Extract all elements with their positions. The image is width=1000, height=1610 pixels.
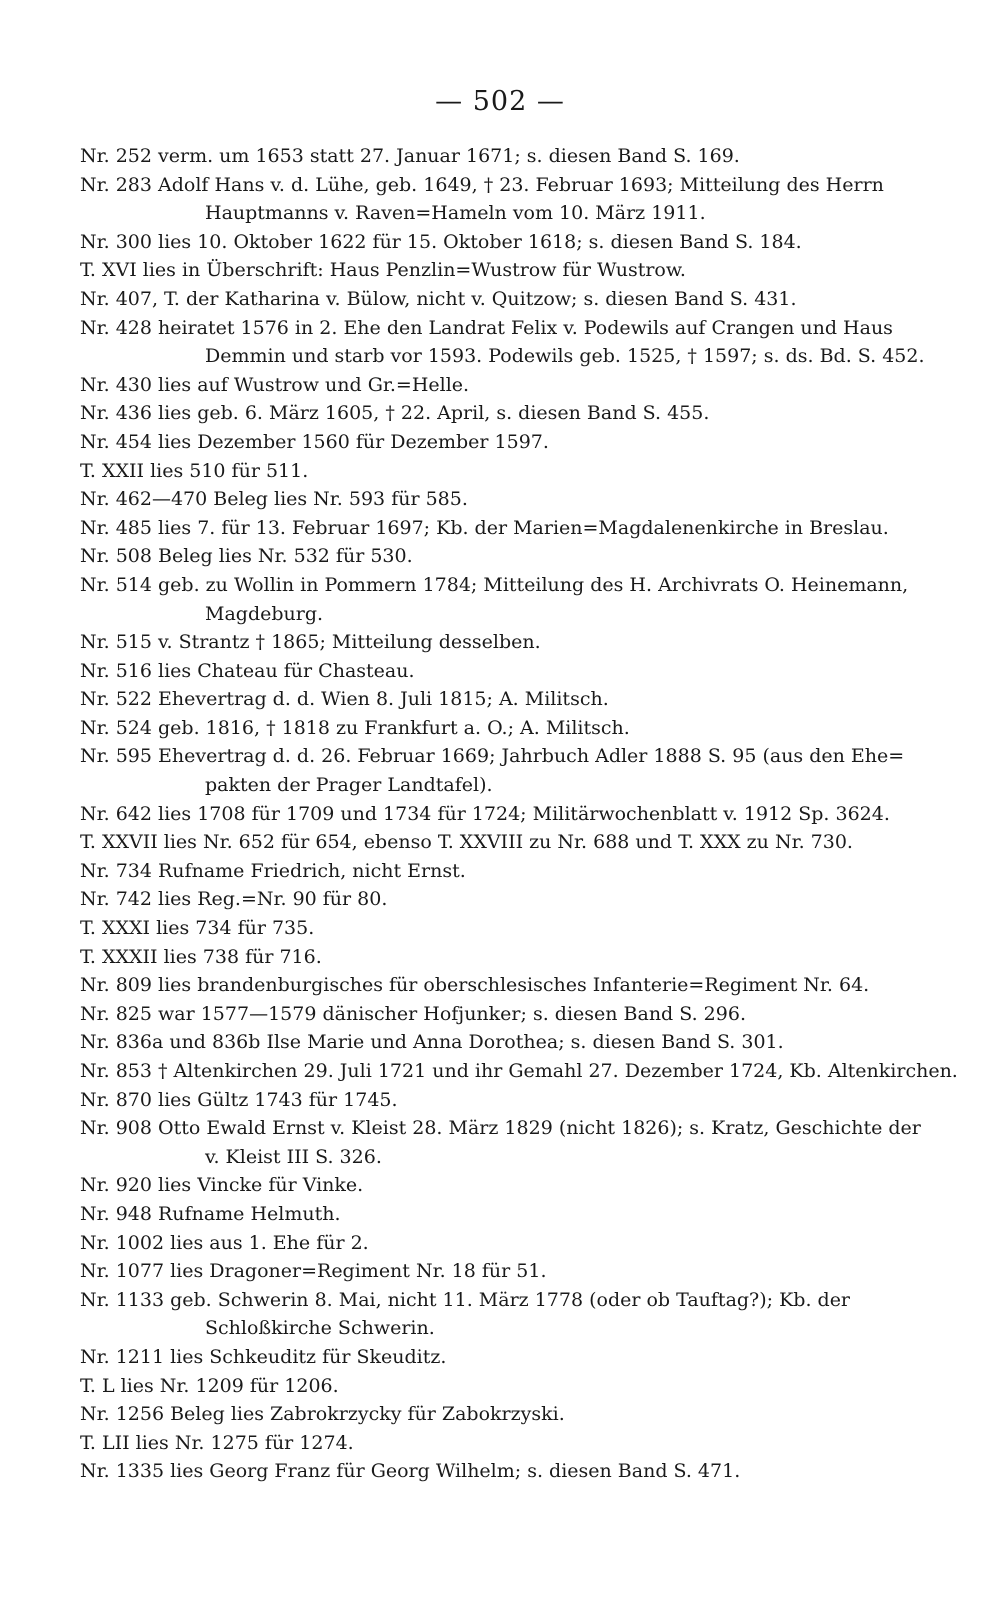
- errata-entry: [80, 885, 940, 914]
- errata-entry: [80, 571, 940, 628]
- entry-line: Nr. 252 verm. um 1653 statt 27. Januar 1671; s. diesen Band S. 169.: [80, 145, 740, 167]
- errata-entry: [80, 857, 940, 886]
- errata-entry: [80, 1057, 958, 1086]
- entry-line: Nr. 508 Beleg lies Nr. 532 für 530.: [80, 545, 413, 568]
- entry-line: Nr. 514 geb. zu Wollin in Pommern 1784; Mitteilung des H. Archivrats O. Heinemann,: [80, 573, 909, 596]
- entry-line: Nr. 734 Rufname Friedrich, nicht Ernst.: [80, 859, 466, 882]
- errata-entry: [80, 714, 940, 743]
- errata-entry: [80, 256, 940, 285]
- entry-line: T. XVI lies in Überschrift: Haus Penzlin=Wustrow für Wustrow.: [80, 259, 686, 282]
- entry-line: Nr. 1335 lies Georg Franz für Georg Wilhelm; s. diesen Band S. 471.: [80, 1460, 741, 1483]
- entry-line: Nr. 485 lies 7. für 13. Februar 1697; Kb. der Marien=Magdalenenkirche in Breslau.: [80, 516, 889, 539]
- entry-line: T. XXII lies 510 für 511.: [80, 459, 309, 482]
- entry-continuation-line: Demmin und starb vor 1593. Podewils geb. 1525, † 1597; s. ds. Bd. S. 452.: [205, 345, 925, 368]
- entry-line: Nr. 436 lies geb. 6. März 1605, † 22. April, s. diesen Band S. 455.: [80, 402, 710, 425]
- entry-line: Nr. 642 lies 1708 für 1709 und 1734 für 1724; Militärwochenblatt v. 1912 Sp. 3624.: [80, 802, 890, 825]
- entry-continuation-line: pakten der Prager Landtafel).: [205, 774, 493, 797]
- entry-line: Nr. 428 heiratet 1576 in 2. Ehe den Landrat Felix v. Podewils auf Crangen und Haus: [80, 316, 893, 339]
- errata-entry: [80, 457, 940, 486]
- entry-line: Nr. 742 lies Reg.=Nr. 90 für 80.: [80, 888, 388, 911]
- errata-entry: [80, 1229, 940, 1258]
- entry-line: Nr. 948 Rufname Helmuth.: [80, 1202, 341, 1225]
- entry-line: Nr. 836a und 836b Ilse Marie und Anna Dorothea; s. diesen Band S. 301.: [80, 1031, 784, 1054]
- page-number: — 502 —: [435, 86, 565, 117]
- errata-entry: [80, 428, 940, 457]
- errata-entry: [80, 1086, 940, 1115]
- errata-entry: [80, 943, 940, 972]
- errata-entry: [80, 1028, 940, 1057]
- entry-line: T. LII lies Nr. 1275 für 1274.: [80, 1431, 354, 1454]
- errata-entry: [80, 1343, 940, 1372]
- entry-continuation-line: Schloßkirche Schwerin.: [205, 1317, 435, 1340]
- entry-continuation-line: v. Kleist III S. 326.: [205, 1145, 382, 1168]
- errata-entry: [80, 485, 940, 514]
- entry-line: Nr. 853 † Altenkirchen 29. Juli 1721 und ihr Gemahl 27. Dezember 1724, Kb. Altenkirchen.: [80, 1060, 958, 1082]
- entry-line: Nr. 908 Otto Ewald Ernst v. Kleist 28. März 1829 (nicht 1826); s. Kratz, Geschichte der: [80, 1117, 921, 1140]
- entry-line: Nr. 454 lies Dezember 1560 für Dezember 1597.: [80, 430, 549, 453]
- entry-line: Nr. 920 lies Vincke für Vinke.: [80, 1174, 364, 1197]
- errata-entry: [80, 971, 940, 1000]
- entry-line: Nr. 1002 lies aus 1. Ehe für 2.: [80, 1231, 369, 1254]
- entry-line: Nr. 825 war 1577—1579 dänischer Hofjunker; s. diesen Band S. 296.: [80, 1002, 746, 1025]
- errata-entry: [80, 314, 940, 371]
- entry-line: Nr. 522 Ehevertrag d. d. Wien 8. Juli 1815; A. Militsch.: [80, 688, 609, 711]
- errata-entry: [80, 1400, 940, 1429]
- errata-list: [80, 142, 958, 1486]
- errata-entry: [80, 1372, 940, 1401]
- errata-entry: [80, 1171, 940, 1200]
- errata-entry: [80, 285, 940, 314]
- entry-line: Nr. 1133 geb. Schwerin 8. Mai, nicht 11. März 1778 (oder ob Tauftag?); Kb. der: [80, 1288, 851, 1311]
- errata-entry: [80, 399, 940, 428]
- entry-line: Nr. 430 lies auf Wustrow und Gr.=Helle.: [80, 373, 470, 396]
- entry-line: Nr. 516 lies Chateau für Chasteau.: [80, 659, 415, 682]
- entry-line: T. XXVII lies Nr. 652 für 654, ebenso T. XXVIII zu Nr. 688 und T. XXX zu Nr. 730.: [80, 831, 853, 854]
- errata-entry: [80, 657, 940, 686]
- errata-entry: [80, 828, 940, 857]
- errata-entry: [80, 142, 940, 171]
- entry-line: Nr. 283 Adolf Hans v. d. Lühe, geb. 1649, † 23. Februar 1693; Mitteilung des Herrn: [80, 173, 884, 196]
- errata-entry: [80, 171, 940, 228]
- entry-line: Nr. 462—470 Beleg lies Nr. 593 für 585.: [80, 488, 468, 511]
- errata-entry: [80, 228, 940, 257]
- entry-line: Nr. 524 geb. 1816, † 1818 zu Frankfurt a. O.; A. Militsch.: [80, 716, 630, 739]
- errata-entry: [80, 1257, 940, 1286]
- entry-line: T. XXXI lies 734 für 735.: [80, 917, 315, 940]
- errata-entry: [80, 914, 940, 943]
- entry-line: Nr. 1256 Beleg lies Zabrokrzycky für Zabokrzyski.: [80, 1403, 565, 1426]
- errata-entry: [80, 742, 940, 799]
- errata-entry: [80, 628, 940, 657]
- entry-line: T. XXXII lies 738 für 716.: [80, 945, 322, 968]
- entry-line: Nr. 595 Ehevertrag d. d. 26. Februar 1669; Jahrbuch Adler 1888 S. 95 (aus den Ehe=: [80, 745, 905, 768]
- errata-entry: [80, 514, 940, 543]
- errata-entry: [80, 685, 940, 714]
- entry-line: Nr. 809 lies brandenburgisches für oberschlesisches Infanterie=Regiment Nr. 64.: [80, 974, 870, 997]
- errata-entry: [80, 542, 940, 571]
- errata-entry: [80, 371, 940, 400]
- errata-entry: [80, 1114, 940, 1171]
- errata-entry: [80, 1429, 940, 1458]
- errata-entry: [80, 1200, 940, 1229]
- entry-line: Nr. 515 v. Strantz † 1865; Mitteilung desselben.: [80, 631, 541, 654]
- entry-line: T. L lies Nr. 1209 für 1206.: [80, 1374, 339, 1397]
- entry-line: Nr. 300 lies 10. Oktober 1622 für 15. Oktober 1618; s. diesen Band S. 184.: [80, 230, 802, 253]
- errata-entry: [80, 1457, 940, 1486]
- errata-entry: [80, 800, 940, 829]
- entry-continuation-line: Hauptmanns v. Raven=Hameln vom 10. März 1911.: [205, 202, 706, 225]
- entry-line: Nr. 1211 lies Schkeuditz für Skeuditz.: [80, 1345, 447, 1368]
- entry-continuation-line: Magdeburg.: [205, 602, 324, 625]
- entry-line: Nr. 1077 lies Dragoner=Regiment Nr. 18 für 51.: [80, 1260, 547, 1283]
- errata-entry: [80, 1286, 940, 1343]
- entry-line: Nr. 870 lies Gültz 1743 für 1745.: [80, 1088, 398, 1111]
- entry-line: Nr. 407, T. der Katharina v. Bülow, nicht v. Quitzow; s. diesen Band S. 431.: [80, 287, 797, 310]
- errata-entry: [80, 1000, 940, 1029]
